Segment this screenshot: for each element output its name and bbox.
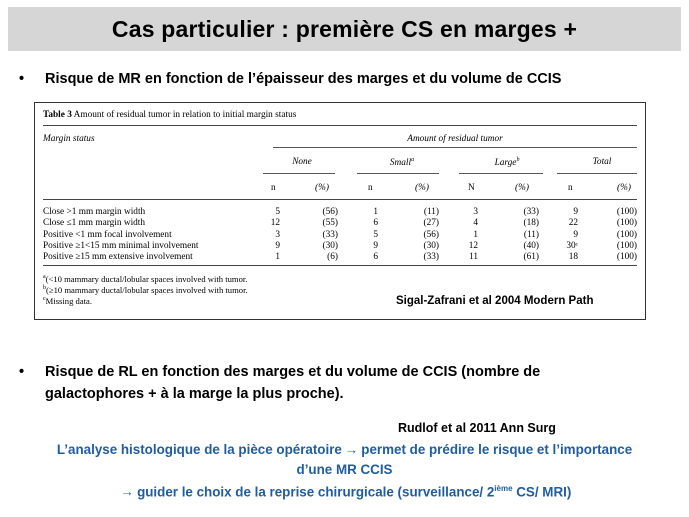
- subheader-pct: (%): [617, 183, 631, 193]
- table-cell: (100): [616, 218, 637, 229]
- subheader-n: n: [271, 183, 276, 193]
- table-cell: (30): [322, 240, 338, 251]
- bullet-marker: •: [19, 71, 25, 87]
- table-cell: (11): [423, 207, 439, 217]
- slide-title-bar: [8, 7, 681, 51]
- table-cell: (33): [322, 229, 338, 240]
- table-cell: 1: [275, 252, 280, 263]
- col-header-amount: Amount of residual tumor: [407, 134, 503, 144]
- conclusion-line1: L’analyse histologique de la pièce opératoire → permet de prédire le risque et l’importance: [56, 442, 633, 457]
- table-caption-text: Amount of residual tumor in relation to initial margin status: [73, 110, 297, 120]
- table-cell: (61): [523, 252, 539, 263]
- table-cell: 11: [469, 252, 478, 263]
- citation-sigal-zafrani: Sigal-Zafrani et al 2004 Modern Path: [396, 295, 594, 307]
- bullet-text-line1: Risque de RL en fonction des marges et du volume de CCIS (nombre de: [45, 364, 541, 380]
- table-cell: (56): [322, 207, 338, 217]
- table-cell: 5: [275, 207, 280, 217]
- table-cell: 5: [373, 229, 378, 240]
- arrow-right-icon: →: [120, 484, 135, 500]
- table-cell: (6): [327, 252, 338, 263]
- row-label: Positive ≥15 mm extensive involvement: [43, 252, 193, 263]
- table-cell: (33): [523, 207, 539, 217]
- subheader-n: n: [368, 183, 373, 193]
- conclusion-line3: → guider le choix de la reprise chirurgicale (surveillance/ 2ième CS/ MRI): [120, 484, 572, 500]
- table-cell: 12: [468, 240, 478, 251]
- row-label: Close >1 mm margin width: [43, 207, 146, 217]
- table-cell: 9: [573, 229, 578, 240]
- table-cell: 6: [373, 218, 378, 229]
- subheader-pct: (%): [515, 183, 529, 193]
- table-cell: 9: [275, 240, 280, 251]
- group-none: None: [292, 157, 312, 167]
- table-cell: 12: [270, 218, 280, 229]
- group-small: Small$^a$: [389, 157, 415, 169]
- arrow-right-icon: →: [344, 442, 359, 457]
- table-cell: (55): [322, 218, 338, 229]
- table-caption-label: Table 3: [43, 110, 72, 120]
- bullet-local-recurrence: [19, 361, 679, 405]
- row-label: Positive <1 mm focal involvement: [43, 229, 172, 240]
- table-cell: (100): [616, 240, 637, 251]
- residual-tumor-table: [34, 102, 646, 320]
- table-caption: [43, 110, 296, 120]
- table-cell: 3: [275, 229, 280, 240]
- table-cell: (40): [523, 240, 539, 251]
- group-underline-small: [357, 173, 439, 174]
- group-total: Total: [592, 157, 612, 167]
- bullet-marker: •: [19, 364, 25, 380]
- subheader-pct: (%): [315, 183, 329, 193]
- group-underline-total: [557, 173, 637, 174]
- group-large: Large$^b$: [494, 157, 520, 169]
- table-cell: 1: [473, 229, 478, 240]
- slide-title: Cas particulier : première CS en marges +: [111, 15, 578, 42]
- table-cell: (56): [423, 229, 439, 240]
- table-rule-bottom: [43, 265, 637, 266]
- table-cell: 9: [373, 240, 378, 251]
- table-cell: 3: [473, 207, 478, 217]
- table-rule-header: [43, 199, 637, 200]
- table-cell: 9: [573, 207, 578, 217]
- row-label: Close ≤1 mm margin width: [43, 218, 146, 229]
- footnote-a: $^a$(<10 mammary ductal/lobular spaces involved with tumor.: [43, 273, 248, 284]
- row-label: Positive ≥1<15 mm minimal involvement: [43, 240, 199, 251]
- subheader-n: N: [468, 183, 475, 193]
- table-cell: 6: [373, 252, 378, 263]
- table-cell: (100): [616, 252, 637, 263]
- subheader-n: n: [568, 183, 573, 193]
- conclusion-line2: d’une MR CCIS: [296, 462, 393, 477]
- table-cell: 18: [568, 252, 578, 263]
- table-cell: (11): [523, 229, 539, 240]
- table-cell: 1: [373, 207, 378, 217]
- table-cell: 22: [568, 218, 578, 229]
- table-cell: (33): [423, 252, 439, 263]
- amount-underline: [273, 147, 637, 148]
- table-cell: (30): [423, 240, 439, 251]
- table-rule-top: [43, 125, 637, 126]
- table-cell: (100): [616, 207, 637, 217]
- subheader-pct: (%): [415, 183, 429, 193]
- table-cell: (100): [616, 229, 637, 240]
- table-cell: 4: [473, 218, 478, 229]
- bullet-margin-risk: [19, 68, 679, 90]
- bullet-text-line2: galactophores + à la marge la plus proche).: [45, 386, 344, 402]
- table-cell: (27): [423, 218, 439, 229]
- footnote-c: $^c$Missing data.: [43, 295, 92, 306]
- group-underline-none: [263, 173, 335, 174]
- footnote-b: $^b$(≥10 mammary ductal/lobular spaces involved with tumor.: [43, 284, 248, 295]
- table-cell: (18): [523, 218, 539, 229]
- citation-rudlof: Rudlof et al 2011 Ann Surg: [398, 421, 556, 435]
- col-header-margin-status: Margin status: [43, 134, 95, 144]
- bullet-text: Risque de MR en fonction de l’épaisseur des marges et du volume de CCIS: [45, 71, 562, 87]
- table-cell: 30ᶜ: [566, 240, 578, 251]
- group-underline-large: [459, 173, 543, 174]
